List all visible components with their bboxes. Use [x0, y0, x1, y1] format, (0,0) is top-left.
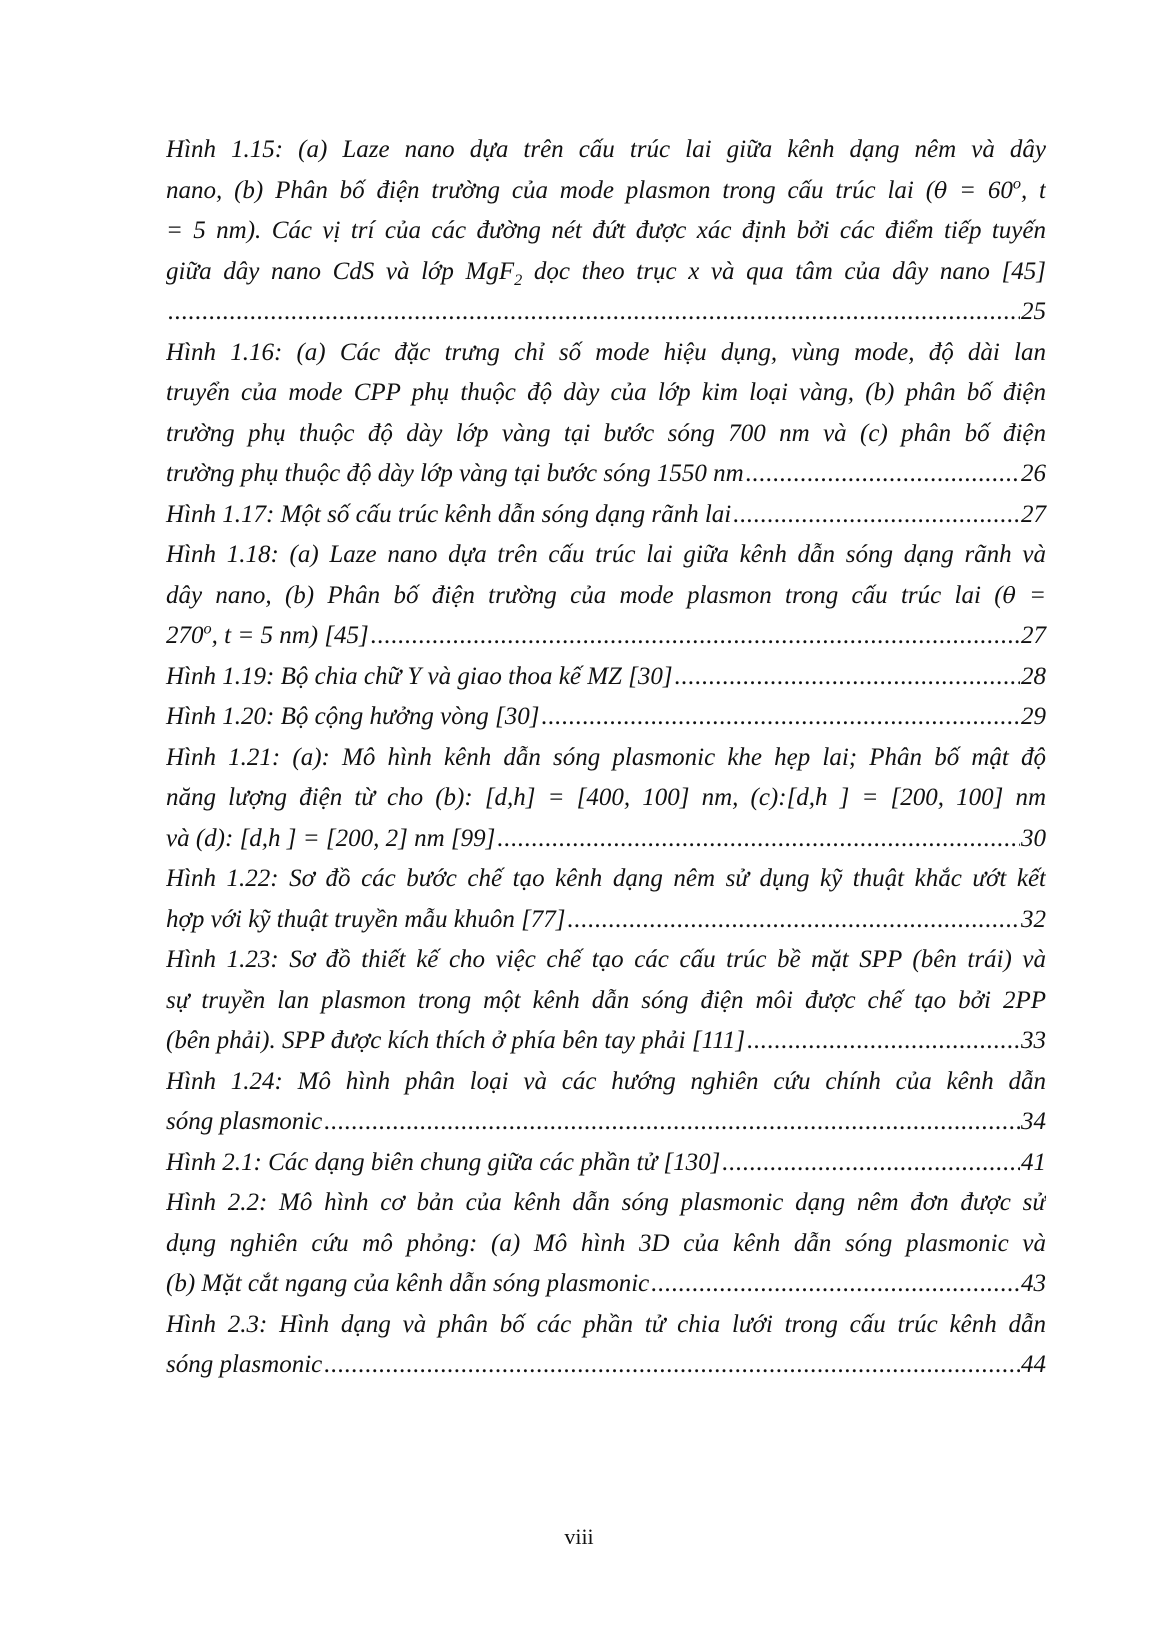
lof-entry[interactable] — [166, 859, 1046, 940]
lof-entry-line: Hình 2.2: Mô hình cơ bản của kênh dẫn sóng plasmonic dạng nêm đơn được sử — [166, 1189, 1046, 1216]
lof-entry[interactable] — [166, 535, 1046, 657]
lof-entry-line — [166, 1345, 1046, 1386]
lof-entry-caption: và (d): [d,h ] = [200, 2] nm [99] — [166, 824, 496, 852]
dot-leader — [651, 1264, 1020, 1305]
dot-leader — [733, 495, 1020, 536]
lof-entry-line: Hình 1.21: (a): Mô hình kênh dẫn sóng plasmonic khe hẹp lai; Phân bố mật độ — [166, 743, 1046, 771]
lof-entry-page-number[interactable]: 29 — [1021, 703, 1046, 730]
lof-entry-caption: hợp với kỹ thuật truyền mẫu khuôn [77] — [166, 905, 566, 933]
lof-entry-line — [166, 1102, 1046, 1143]
lof-entry-line: Hình 2.3: Hình dạng và phân bố các phần tử chia lưới trong cấu trúc kênh dẫn — [166, 1310, 1046, 1338]
dot-leader — [541, 697, 1020, 738]
lof-entry[interactable] — [166, 130, 1046, 333]
lof-entry-caption: Hình 2.1: Các dạng biên chung giữa các phần tử [130] — [166, 1148, 721, 1176]
dot-leader — [168, 292, 1020, 333]
dot-leader — [722, 1143, 1020, 1184]
list-of-figures — [166, 130, 1046, 1386]
lof-entry-page-number[interactable]: 41 — [1021, 1148, 1046, 1176]
lof-entry-line — [166, 454, 1046, 495]
lof-entry-page-number[interactable]: 26 — [1021, 460, 1046, 487]
lof-entry-line — [166, 616, 1046, 657]
lof-entry-page-number[interactable]: 32 — [1021, 905, 1046, 933]
lof-entry-line: Hình 1.18: (a) Laze nano dựa trên cấu trúc lai giữa kênh dẫn sóng dạng rãnh và — [166, 541, 1046, 568]
dot-leader — [747, 1021, 1020, 1062]
lof-entry[interactable] — [166, 738, 1046, 860]
dot-leader — [497, 819, 1020, 860]
lof-entry-page-number[interactable]: 27 — [1021, 500, 1046, 528]
lof-entry-caption: Hình 1.17: Một số cấu trúc kênh dẫn sóng dạng rãnh lai — [166, 500, 732, 528]
lof-entry-line — [166, 657, 1046, 698]
lof-entry-line: nano, (b) Phân bố điện trường của mode plasmon trong cấu trúc lai ($\theta = 60^o$, t — [166, 174, 1046, 204]
lof-entry-line — [166, 900, 1046, 941]
lof-entry-caption: sóng plasmonic — [166, 1351, 323, 1378]
page-number: viii — [564, 1524, 594, 1549]
lof-entry-page-number[interactable]: 27 — [1021, 622, 1046, 649]
lof-entry[interactable] — [166, 940, 1046, 1062]
lof-entry-line — [166, 819, 1046, 860]
lof-entry-line: Hình 1.23: Sơ đồ thiết kế cho việc chế tạo các cấu trúc bề mặt SPP (bên trái) và — [166, 946, 1046, 973]
lof-entry[interactable] — [166, 697, 1046, 738]
lof-entry-caption: trường phụ thuộc độ dày lớp vàng tại bước sóng 1550 nm — [166, 460, 744, 487]
lof-entry-line: dây nano, (b) Phân bố điện trường của mode plasmon trong cấu trúc lai (θ = — [166, 581, 1046, 609]
lof-entry-line: Hình 1.15: (a) Laze nano dựa trên cấu trúc lai giữa kênh dạng nêm và dây — [166, 136, 1046, 163]
lof-entry-caption: Hình 1.19: Bộ chia chữ Y và giao thoa kế MZ [30] — [166, 662, 673, 690]
lof-entry-line — [166, 292, 1046, 333]
lof-entry[interactable] — [166, 1305, 1046, 1386]
lof-entry[interactable] — [166, 333, 1046, 495]
lof-entry-line — [166, 1264, 1046, 1305]
lof-entry-caption: 270$^o$, t = 5 nm) [45] — [166, 619, 369, 649]
dot-leader — [324, 1102, 1020, 1143]
lof-entry[interactable] — [166, 1143, 1046, 1184]
lof-entry-caption: Hình 1.20: Bộ cộng hưởng vòng [30] — [166, 703, 540, 730]
lof-entry-line: dụng nghiên cứu mô phỏng: (a) Mô hình 3D của kênh dẫn sóng plasmonic và — [166, 1229, 1046, 1257]
dot-leader — [324, 1345, 1020, 1386]
lof-entry-line: trường phụ thuộc độ dày lớp vàng tại bước sóng 700 nm và (c) phân bố điện — [166, 419, 1046, 447]
lof-entry-line: Hình 1.24: Mô hình phân loại và các hướng nghiên cứu chính của kênh dẫn — [166, 1067, 1046, 1095]
lof-entry[interactable] — [166, 495, 1046, 536]
lof-entry-line — [166, 697, 1046, 738]
lof-entry-page-number[interactable]: 25 — [1021, 298, 1046, 325]
lof-entry-line — [166, 495, 1046, 536]
dot-leader — [746, 454, 1020, 495]
lof-entry-page-number[interactable]: 43 — [1021, 1270, 1046, 1297]
lof-entry[interactable] — [166, 1062, 1046, 1143]
lof-entry-page-number[interactable]: 44 — [1021, 1351, 1046, 1378]
dot-leader — [568, 900, 1020, 941]
lof-entry-caption: (b) Mặt cắt ngang của kênh dẫn sóng plasmonic — [166, 1270, 650, 1297]
lof-entry-line: = 5 nm). Các vị trí của các đường nét đứt được xác định bởi các điểm tiếp tuyến — [166, 217, 1046, 244]
lof-entry-page-number[interactable]: 28 — [1021, 662, 1046, 690]
lof-entry[interactable] — [166, 1183, 1046, 1305]
lof-entry-line: sự truyền lan plasmon trong một kênh dẫn sóng điện môi được chế tạo bởi 2PP — [166, 986, 1046, 1014]
lof-entry-page-number[interactable]: 30 — [1021, 824, 1046, 852]
lof-entry-caption: (bên phải). SPP được kích thích ở phía bên tay phải [111] — [166, 1027, 746, 1054]
lof-entry-line — [166, 1143, 1046, 1184]
lof-entry-page-number[interactable]: 33 — [1021, 1027, 1046, 1054]
lof-entry-line: Hình 1.22: Sơ đồ các bước chế tạo kênh dạng nêm sử dụng kỹ thuật khắc ướt kết — [166, 865, 1046, 892]
lof-entry-line: giữa dây nano CdS và lớp MgF$_2$ dọc theo trục x và qua tâm của dây nano [45] — [166, 257, 1046, 289]
lof-entry-caption: sóng plasmonic — [166, 1108, 323, 1135]
lof-entry-line: Hình 1.16: (a) Các đặc trưng chỉ số mode hiệu dụng, vùng mode, độ dài lan — [166, 338, 1046, 366]
lof-entry-line — [166, 1021, 1046, 1062]
lof-entry[interactable] — [166, 657, 1046, 698]
lof-entry-line: truyển của mode CPP phụ thuộc độ dày của lớp kim loại vàng, (b) phân bố điện — [166, 379, 1046, 406]
dot-leader — [675, 657, 1020, 698]
lof-entry-page-number[interactable]: 34 — [1021, 1108, 1046, 1135]
lof-entry-line: năng lượng điện từ cho (b): [d,h] = [400, 100] nm, (c):[d,h ] = [200, 100] nm — [166, 784, 1046, 811]
dot-leader — [371, 616, 1020, 657]
